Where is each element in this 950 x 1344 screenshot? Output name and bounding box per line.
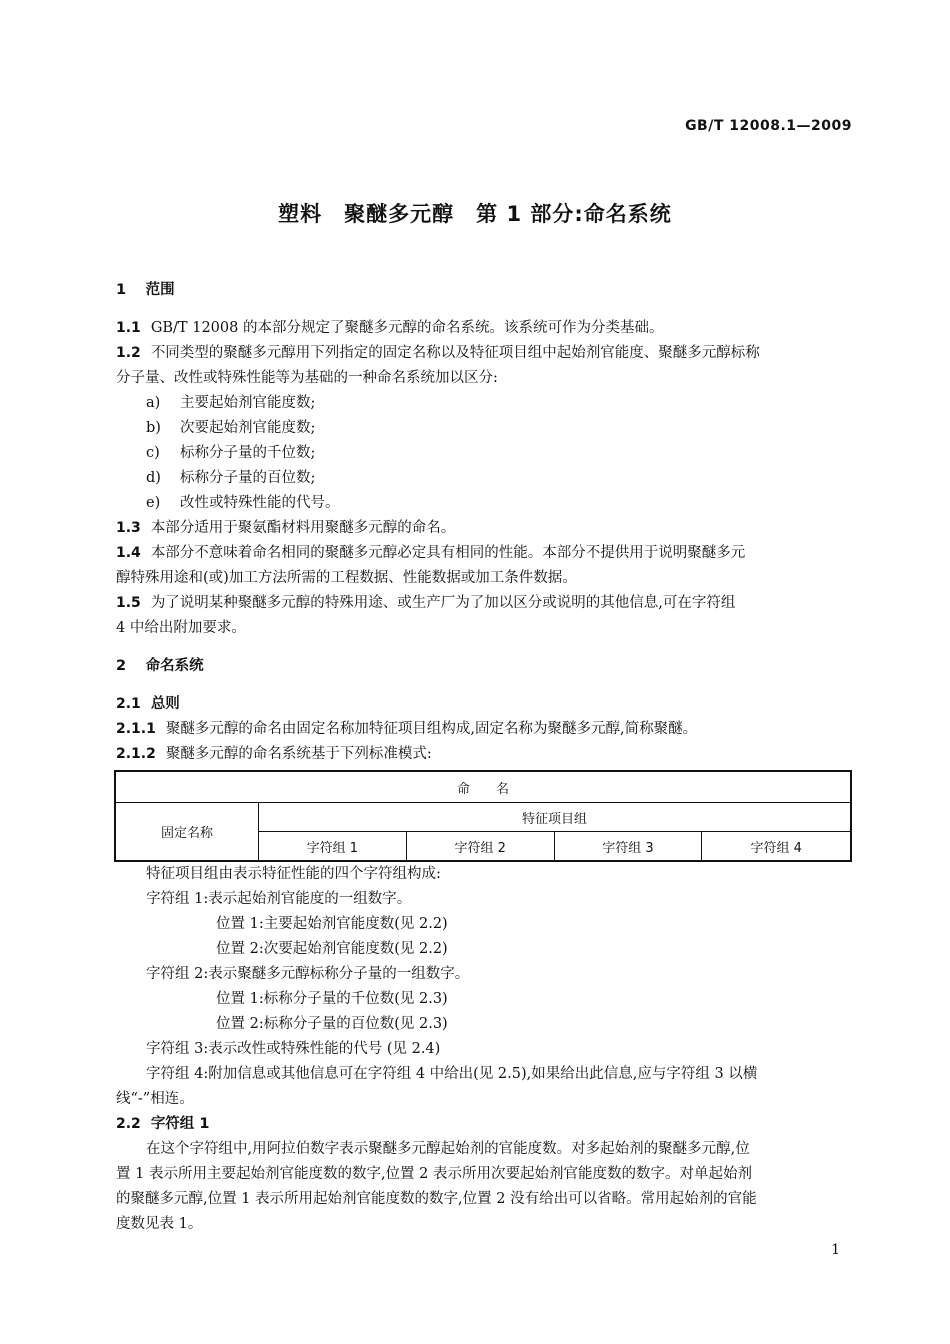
paragraph: 特征项目组由表示特征性能的四个字符组构成:: [146, 866, 441, 882]
list-item: [146, 466, 886, 491]
table-cell-group-4: 字符组 4: [702, 832, 851, 862]
list-text: 标称分子量的百位数;: [180, 470, 316, 486]
list-label: a): [146, 395, 161, 411]
list-text: 改性或特殊性能的代号。: [180, 495, 340, 511]
table-cell-fixed-name: 固定名称: [115, 803, 259, 862]
clause-number: 2.1: [116, 696, 141, 712]
list-item: [146, 491, 886, 516]
subsection-2-1-heading: [116, 692, 856, 717]
clause-text: 聚醚多元醇的命名由固定名称加特征项目组构成,固定名称为聚醚多元醇,简称聚醚。: [165, 721, 698, 737]
list-item: [146, 416, 886, 441]
page-number: 1: [831, 1242, 840, 1258]
clause-number: 2.1.2: [116, 746, 156, 762]
table-cell-feature-group: 特征项目组: [259, 803, 852, 832]
clause-number: 2.1.1: [116, 721, 156, 737]
section-title: 范围: [145, 282, 175, 298]
list-text: 主要起始剂官能度数;: [180, 395, 316, 411]
clause-1-4: [116, 541, 856, 566]
list-label: b): [146, 420, 161, 436]
list-label: e): [146, 495, 161, 511]
char-group-3: 字符组 3:表示改性或特殊性能的代号 (见 2.4): [146, 1041, 441, 1057]
clause-number: 1.2: [116, 345, 141, 361]
clause-1-5-cont: 4 中给出附加要求。: [116, 620, 246, 636]
clause-1-1: [116, 316, 856, 341]
list-label: c): [146, 445, 160, 461]
clause-number: 1.3: [116, 520, 141, 536]
table-cell-group-3: 字符组 3: [554, 832, 702, 862]
clause-text: 为了说明某种聚醚多元醇的特殊用途、或生产厂为了加以区分或说明的其他信息,可在字符组: [150, 595, 736, 611]
subsection-title: 总则: [150, 696, 180, 712]
paragraph-2-2-cont: 的聚醚多元醇,位置 1 表示所用起始剂官能度数的数字,位置 2 没有给出可以省略。常用起始剂的官能: [116, 1191, 757, 1207]
subsection-2-2-heading: [116, 1112, 856, 1137]
section-number: 2: [116, 658, 127, 674]
char-group-2-pos-1: 位置 1:标称分子量的千位数(见 2.3): [216, 991, 448, 1007]
list-text: 次要起始剂官能度数;: [180, 420, 316, 436]
subsection-title: 字符组 1: [150, 1116, 210, 1132]
section-title: 命名系统: [145, 658, 204, 674]
paragraph-2-2-cont: 置 1 表示所用主要起始剂官能度数的数字,位置 2 表示所用次要起始剂官能度数的数字。对单起始剂: [116, 1166, 752, 1182]
clause-2-1-1: [116, 717, 856, 742]
clause-text: 本部分不意味着命名相同的聚醚多元醇必定具有相同的性能。本部分不提供用于说明聚醚多元: [150, 545, 746, 561]
section-number: 1: [116, 282, 127, 298]
clause-2-1-2: [116, 742, 856, 767]
list-label: d): [146, 470, 161, 486]
table-cell-group-1: 字符组 1: [259, 832, 407, 862]
table-cell-group-2: 字符组 2: [406, 832, 554, 862]
list-item: [146, 441, 886, 466]
clause-1-5: [116, 591, 856, 616]
table-header-naming: 命 名: [115, 771, 851, 803]
document-title: 塑料 聚醚多元醇 第 1 部分:命名系统: [278, 202, 672, 226]
clause-text: 聚醚多元醇的命名系统基于下列标准模式:: [165, 746, 432, 762]
clause-1-2-cont: 分子量、改性或特殊性能等为基础的一种命名系统加以区分:: [116, 370, 498, 386]
char-group-2: 字符组 2:表示聚醚多元醇标称分子量的一组数字。: [146, 966, 470, 982]
clause-number: 1.1: [116, 320, 141, 336]
clause-1-3: [116, 516, 856, 541]
char-group-2-pos-2: 位置 2:标称分子量的百位数(见 2.3): [216, 1016, 448, 1032]
clause-number: 2.2: [116, 1116, 141, 1132]
list-text: 标称分子量的千位数;: [180, 445, 316, 461]
char-group-1-pos-1: 位置 1:主要起始剂官能度数(见 2.2): [216, 916, 448, 932]
section-1-heading: [116, 278, 856, 303]
standard-number: GB/T 12008.1—2009: [685, 118, 852, 134]
clause-number: 1.4: [116, 545, 141, 561]
paragraph-2-2-cont: 度数见表 1。: [116, 1216, 203, 1232]
clause-1-2: [116, 341, 856, 366]
char-group-4: 字符组 4:附加信息或其他信息可在字符组 4 中给出(见 2.5),如果给出此信息,应与字符组 3 以横: [146, 1066, 758, 1082]
naming-pattern-table: [114, 770, 852, 862]
char-group-1: 字符组 1:表示起始剂官能度的一组数字。: [146, 891, 412, 907]
clause-text: 不同类型的聚醚多元醇用下列指定的固定名称以及特征项目组中起始剂官能度、聚醚多元醇标称: [150, 345, 760, 361]
clause-number: 1.5: [116, 595, 141, 611]
clause-text: 本部分适用于聚氨酯材料用聚醚多元醇的命名。: [150, 520, 456, 536]
list-item: [146, 391, 886, 416]
paragraph-2-2: 在这个字符组中,用阿拉伯数字表示聚醚多元醇起始剂的官能度数。对多起始剂的聚醚多元醇,位: [146, 1141, 750, 1157]
clause-1-4-cont: 醇特殊用途和(或)加工方法所需的工程数据、性能数据或加工条件数据。: [116, 570, 577, 586]
clause-text: GB/T 12008 的本部分规定了聚醚多元醇的命名系统。该系统可作为分类基础。: [150, 320, 664, 336]
char-group-4-cont: 线“-”相连。: [116, 1091, 194, 1107]
char-group-1-pos-2: 位置 2:次要起始剂官能度数(见 2.2): [216, 941, 448, 957]
section-2-heading: [116, 654, 856, 679]
